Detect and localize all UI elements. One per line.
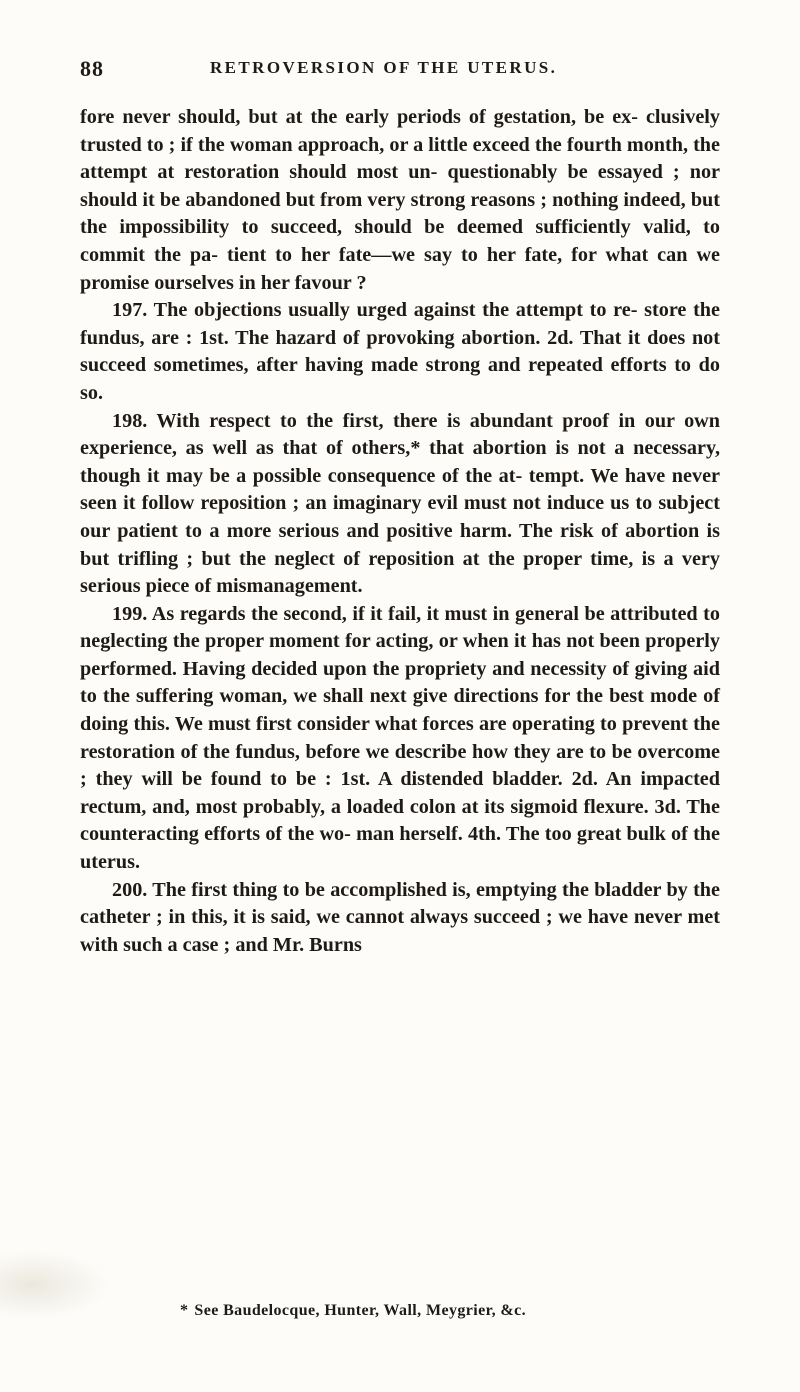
- paragraph-200: 200. The first thing to be accomplished is, emptying the bladder by the catheter ; in this, it is said, we cannot always succeed ; we have never met with such a case ; and Mr. Burns: [80, 878, 720, 956]
- paragraph-199: 199. As regards the second, if it fail, it must in general be attributed to neglecting the proper moment for acting, or when it has not been properly performed. Having decided upon the propriety and necessity of giving aid to the suffering woman, we shall next give directions for the best mode of doing this. We must first consider what forces are operating to prevent the restoration of the fundus, before we describe how they are to be overcome ; they will be found to be : 1st. A distended bladder. 2d. An impacted rectum, and, most probably, a loaded colon at its sigmoid flexure. 3d. The counteracting efforts of the wo- man herself. 4th. The too great bulk of the uterus.: [80, 602, 720, 874]
- page-stain: [0, 1250, 110, 1320]
- paragraph-197: 197. The objections usually urged against the attempt to re- store the fundus, are : 1st. The hazard of provoking abortion. 2d. That it does not succeed sometimes, after having made strong and repeated efforts to do so.: [80, 299, 720, 404]
- footnote-marker: *: [180, 1302, 189, 1319]
- paragraph-continuation: fore never should, but at the early periods of gestation, be ex- clusively trusted to ; if the woman approach, or a little exceed the fourth month, the attempt at restoration should most un- questionably be essayed ; nor should it be abandoned but from very strong reasons ; nothing indeed, but the impossibility to succeed, should be deemed sufficiently valid, to commit the pa- tient to her fate—we say to her fate, for what can we promise ourselves in her favour ?: [80, 106, 720, 294]
- page-header: [80, 56, 720, 86]
- footnote-text: See Baudelocque, Hunter, Wall, Meygrier, &c.: [194, 1302, 527, 1319]
- body-text: [80, 104, 720, 959]
- footnote: [180, 1302, 680, 1320]
- page-number: 88: [80, 56, 104, 81]
- paragraph-198: 198. With respect to the first, there is abundant proof in our own experience, as well as that of others,* that abortion is not a necessary, though it may be a possible consequence of the at- tempt. We have never seen it follow reposition ; an imaginary evil must not induce us to subject our patient to a more serious and positive harm. The risk of abortion is but trifling ; but the neglect of reposition at the proper time, is a very serious piece of mismanagement.: [80, 409, 720, 598]
- running-head: RETROVERSION OF THE UTERUS.: [210, 58, 558, 77]
